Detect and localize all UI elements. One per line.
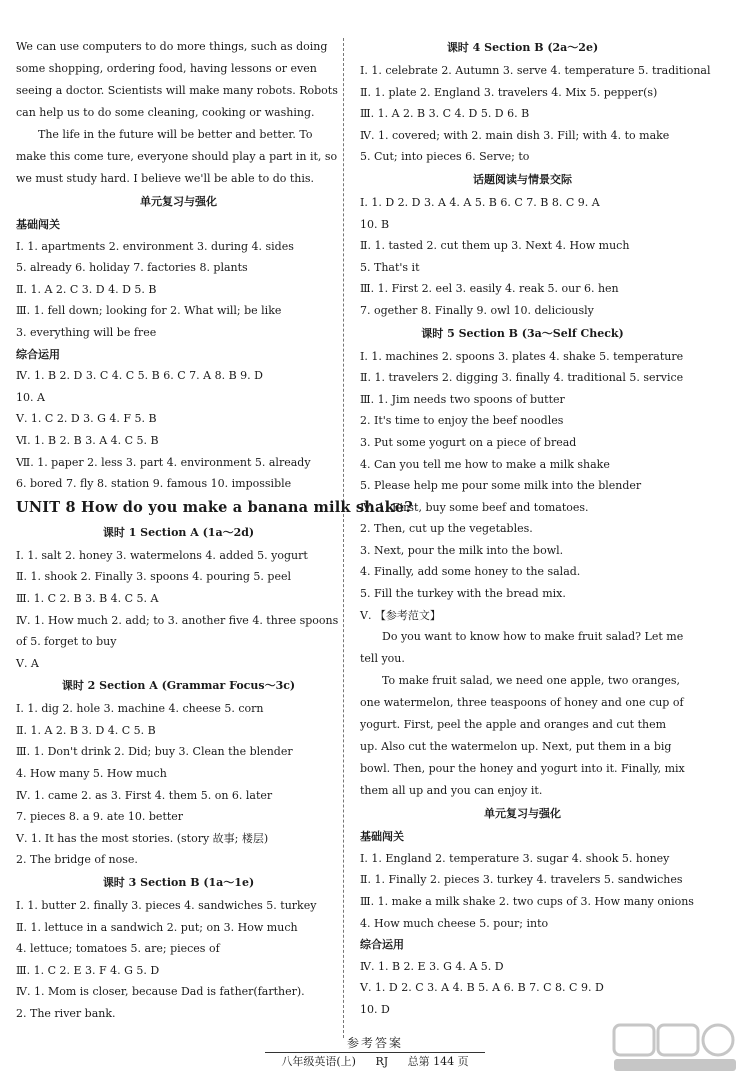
answer-line: Ⅳ. 1. B 2. D 3. C 4. C 5. B 6. C 7. A 8. B 9. D <box>16 369 263 383</box>
answer-block <box>16 698 341 871</box>
answer-line: Ⅰ. 1. England 2. temperature 3. sugar 4. shook 5. honey <box>360 851 670 865</box>
answer-line: Ⅱ. 1. Finally 2. pieces 3. turkey 4. travelers 5. sandwiches <box>360 873 683 887</box>
answer-line: Ⅱ. 1. A 2. B 3. D 4. C 5. B <box>16 723 156 737</box>
answer-line: Ⅴ. 1. C 2. D 3. G 4. F 5. B <box>16 412 157 426</box>
answer-line: Ⅳ. 1. First, buy some beef and tomatoes. <box>360 500 589 514</box>
answer-line: Ⅱ. 1. shook 2. Finally 3. spoons 4. pouring 5. peel <box>16 570 291 584</box>
answer-line: 10. D <box>360 1003 390 1016</box>
answer-line: Ⅲ. 1. fell down; looking for 2. What will; be like <box>16 304 282 318</box>
answer-line: 6. bored 7. fly 8. station 9. famous 10. impossible <box>16 477 292 491</box>
answer-line: Ⅰ. 1. apartments 2. environment 3. during 4. sides <box>16 239 294 253</box>
essay-paragraph: The life in the future will be better and better. To make this come ture, everyone should play a part in it, so we must study hard. I believe we'll be able to do this. <box>16 128 338 185</box>
answer-line: Ⅱ. 1. travelers 2. digging 3. finally 4. traditional 5. service <box>360 371 684 385</box>
answer-line: Ⅴ. 1. D 2. C 3. A 4. B 5. A 6. B 7. C 8. C 9. D <box>360 981 604 995</box>
answer-line: Ⅴ. 【参考范文】 <box>360 608 441 622</box>
answer-line: 2. Then, cut up the vegetables. <box>360 522 533 536</box>
answer-line: Ⅶ. 1. paper 2. less 3. part 4. environment 5. already <box>16 455 311 469</box>
subsection-title: 基础闯关 <box>360 830 404 844</box>
subsection-title: 基础闯关 <box>16 218 60 231</box>
answer-block <box>16 236 341 344</box>
lesson-title: 课时 2 Section A (Grammar Focus～3c) <box>61 679 296 693</box>
answer-line: 4. Can you tell me how to make a milk shake <box>360 457 610 471</box>
answer-line: Ⅵ. 1. B 2. B 3. A 4. C 5. B <box>16 433 159 447</box>
answer-line: 2. The river bank. <box>16 1007 116 1020</box>
answer-line: 4. How many 5. How much <box>16 767 167 781</box>
sample-essay <box>360 626 685 802</box>
lesson-title: 课时 1 Section A (1a～2d) <box>102 525 255 539</box>
answer-line: 7. ogether 8. Finally 9. owl 10. deliciously <box>360 303 594 317</box>
lesson-title: 课时 3 Section B (1a～1e) <box>102 876 255 890</box>
answer-block <box>16 895 341 1025</box>
answer-block <box>16 365 341 495</box>
answer-line: Ⅳ. 1. came 2. as 3. First 4. them 5. on 6. later <box>16 788 273 802</box>
answer-line: Ⅰ. 1. D 2. D 3. A 4. A 5. B 6. C 7. B 8. C 9. A <box>360 195 600 209</box>
answer-line: Ⅲ. 1. C 2. B 3. B 4. C 5. A <box>16 591 159 605</box>
answer-line: Ⅳ. 1. How much 2. add; to 3. another five 4. three spoons <box>16 613 339 627</box>
essay-paragraph: Do you want to know how to make fruit salad? Let me tell you. <box>360 630 684 666</box>
lesson-title: 课时 4 Section B (2a～2e) <box>446 41 599 54</box>
footer-info <box>265 1052 485 1069</box>
answer-line: 5. That's it <box>360 260 420 274</box>
answer-line: Ⅲ. 1. Don't drink 2. Did; buy 3. Clean the blender <box>16 745 293 759</box>
answer-line: Ⅱ. 1. A 2. C 3. D 4. D 5. B <box>16 282 157 296</box>
answer-line: 4. How much cheese 5. pour; into <box>360 916 549 930</box>
answer-line: Ⅲ. 1. make a milk shake 2. two cups of 3. How many onions <box>360 895 694 909</box>
answer-line: Ⅰ. 1. celebrate 2. Autumn 3. serve 4. temperature 5. traditional <box>360 64 711 77</box>
answer-line: Ⅴ. A <box>16 656 39 670</box>
answer-line: 2. It's time to enjoy the beef noodles <box>360 414 564 428</box>
footer-page-number: 总第 144 页 <box>407 1055 469 1068</box>
subsection-title: 综合运用 <box>360 938 404 952</box>
answer-line: 2. The bridge of nose. <box>16 853 138 867</box>
footer-grade: 八年级英语(上) <box>281 1055 356 1068</box>
answer-line: Ⅴ. 1. It has the most stories. (story 故事; 楼层) <box>16 831 269 845</box>
answer-line: Ⅰ. 1. machines 2. spoons 3. plates 4. shake 5. temperature <box>360 349 684 363</box>
answer-line: Ⅰ. 1. dig 2. hole 3. machine 4. cheese 5. corn <box>16 702 264 716</box>
section-title: 话题阅读与情景交际 <box>473 172 572 186</box>
answer-line: Ⅱ. 1. plate 2. England 3. travelers 4. Mix 5. pepper(s) <box>360 85 658 99</box>
answer-block <box>360 956 685 1021</box>
lesson-title: 课时 5 Section B (3a～Self Check) <box>421 326 624 340</box>
answer-line: Ⅱ. 1. tasted 2. cut them up 3. Next 4. How much <box>360 239 630 253</box>
answer-line: 5. Fill the turkey with the bread mix. <box>360 587 566 601</box>
answer-line: Ⅱ. 1. lettuce in a sandwich 2. put; on 3. How much <box>16 920 298 934</box>
answer-line: 3. Put some yogurt on a piece of bread <box>360 435 577 449</box>
section-title: 单元复习与强化 <box>140 195 217 208</box>
answer-line: 3. everything will be free <box>16 325 157 339</box>
answer-line: Ⅰ. 1. salt 2. honey 3. watermelons 4. added 5. yogurt <box>16 548 308 562</box>
answer-block <box>360 60 711 168</box>
answer-block <box>360 346 685 627</box>
answer-line: 5. already 6. holiday 7. factories 8. plants <box>16 261 248 275</box>
answer-line: Ⅲ. 1. Jim needs two spoons of butter <box>360 392 565 406</box>
answer-line: 4. Finally, add some honey to the salad. <box>360 565 581 579</box>
answer-line: Ⅲ. 1. A 2. B 3. C 4. D 5. D 6. B <box>360 107 530 121</box>
footer-title: 参考答案 <box>346 1036 403 1050</box>
watermark-logo-icon <box>610 1021 740 1075</box>
answer-line: Ⅳ. 1. Mom is closer, because Dad is father(farther). <box>16 985 305 999</box>
answer-block <box>360 192 685 322</box>
right-column <box>360 36 711 1021</box>
answer-line: 10. A <box>16 390 45 404</box>
footer-edition: RJ <box>375 1055 389 1068</box>
answer-line: Ⅰ. 1. butter 2. finally 3. pieces 4. sandwiches 5. turkey <box>16 899 317 913</box>
answer-line: 5. Cut; into pieces 6. Serve; to <box>360 150 530 164</box>
answer-block <box>360 848 694 934</box>
answer-line: Ⅲ. 1. C 2. E 3. F 4. G 5. D <box>16 963 160 977</box>
column-divider <box>343 38 344 1038</box>
answer-line: 5. Please help me pour some milk into the blender <box>360 479 642 493</box>
answer-line: Ⅳ. 1. covered; with 2. main dish 3. Fill; with 4. to make <box>360 128 670 142</box>
answer-line: Ⅳ. 1. B 2. E 3. G 4. A 5. D <box>360 959 504 973</box>
subsection-title: 综合运用 <box>16 347 60 361</box>
unit-title: UNIT 8 How do you make a banana milk shake? <box>16 498 413 516</box>
answer-line: Ⅲ. 1. First 2. eel 3. easily 4. reak 5. our 6. hen <box>360 282 619 296</box>
answer-line: 7. pieces 8. a 9. ate 10. better <box>16 810 184 824</box>
essay-paragraph: To make fruit salad, we need one apple, two oranges, one watermelon, three teaspoons of honey and one cup of yogurt. First, peel the apple and oranges and cut them up. Also cut the watermelon up. Next, put them in a big bowl. Then, pour the honey and yogurt into it. Finally, mix them all up and you can enjoy it. <box>360 674 685 798</box>
essay-paragraph: We can use computers to do more things, such as doing some shopping, ordering food, having lessons or even seeing a doctor. Scientists will make many robots. Robots can help us to do some cleaning, cooking or washing. <box>16 40 338 119</box>
answer-block <box>16 545 341 675</box>
answer-line: 10. B <box>360 217 390 231</box>
section-title: 单元复习与强化 <box>484 807 561 821</box>
answer-line: 4. lettuce; tomatoes 5. are; pieces of <box>16 942 220 956</box>
answer-line: 3. Next, pour the milk into the bowl. <box>360 543 564 557</box>
answer-line: of 5. forget to buy <box>16 635 117 649</box>
essay-text <box>16 36 341 190</box>
